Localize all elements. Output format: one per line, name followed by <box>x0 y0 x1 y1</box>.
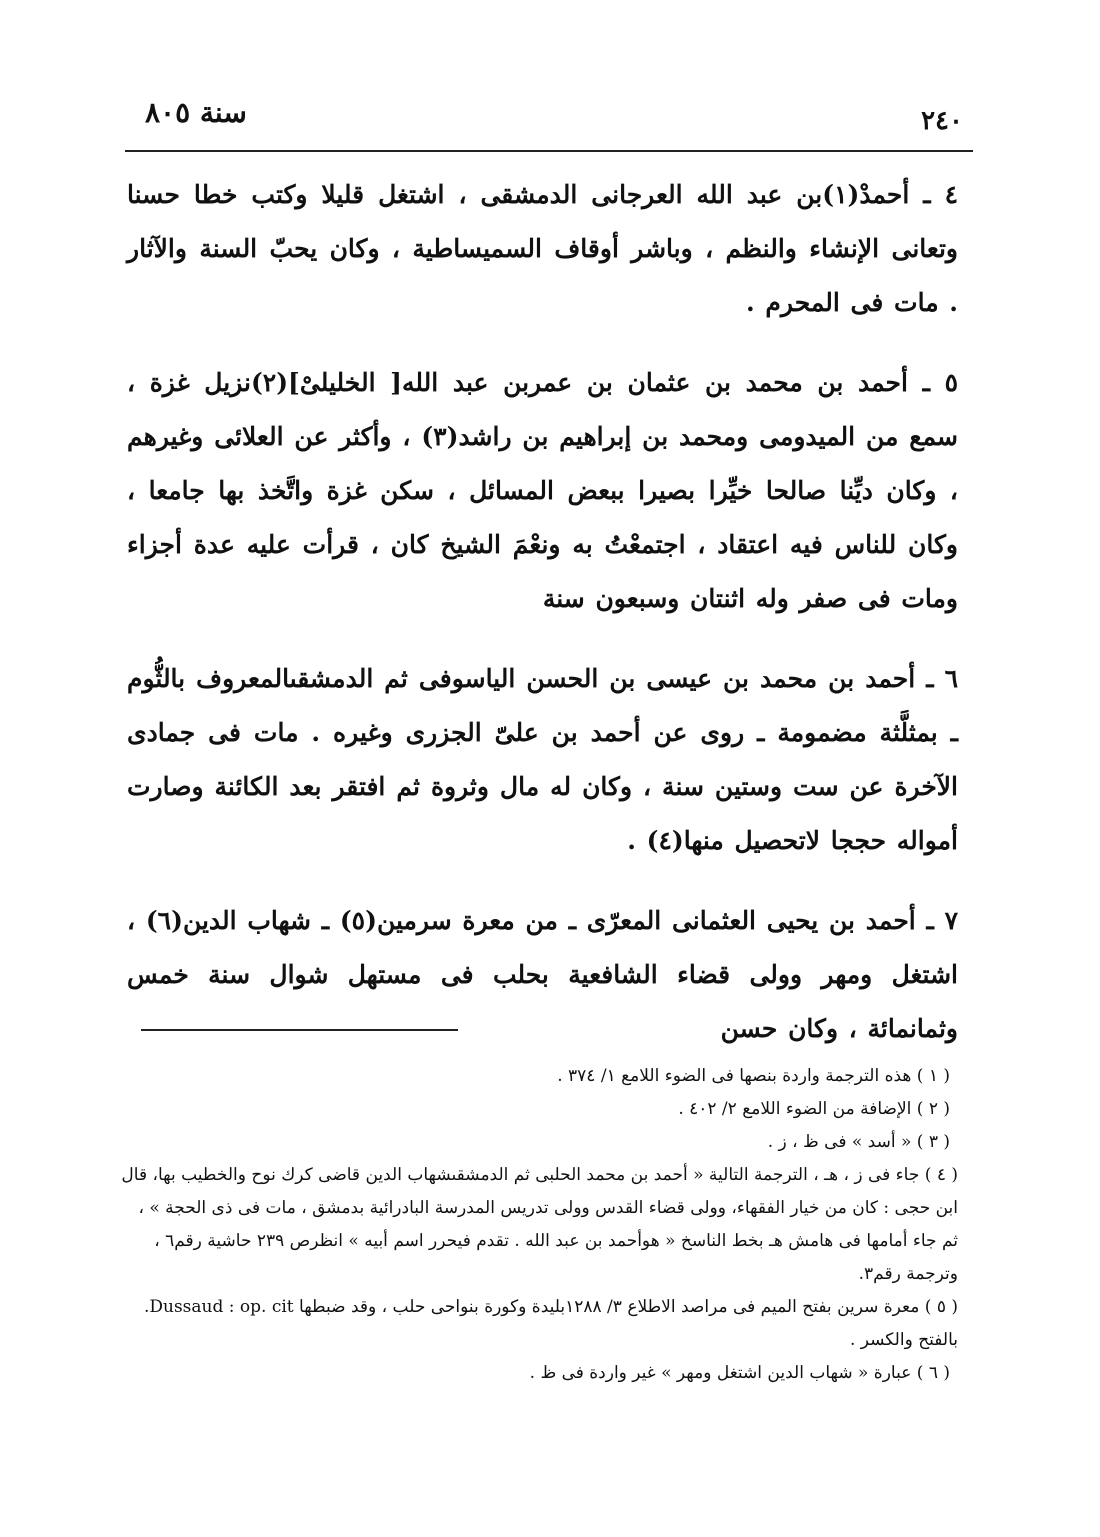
page-header <box>125 92 973 148</box>
footnote-1: ( ١ ) هذه الترجمة واردة بنصها فى الضوء اللامع ١/ ٣٧٤ . <box>557 1066 950 1086</box>
year-heading: سنة ٨٠٥ <box>145 96 247 129</box>
footnote-2: ( ٢ ) الإضافة من الضوء اللامع ٢/ ٤٠٢ . <box>678 1099 950 1119</box>
biography-entry-4: ٤ ـ أحمدْ(١)بن عبد الله العرجانى الدمشقى ، اشتغل قليلا وكتب خطا حسنا وتعانى الإنشاء والنظم ، وباشر أوقاف السميساطية ، وكان يحبّ السنة والآثار . مات فى المحرم . <box>127 180 958 317</box>
biography-entry-5: ٥ ـ أحمد بن محمد بن عثمان بن عمربن عبد الله[ الخليلىْ](٢)نزيل غزة ، سمع من الميدومى ومحمد بن إبراهيم بن راشد(٣) ، وأكثر عن العلائى وغيرهم ، وكان ديِّنا صالحا خيِّرا بصيرا ببعض المسائل ، سكن غزة واتَّخذ بها جامعا ، وكان للناس فيه اعتقاد ، اجتمعْتُ به ونعْمَ الشيخ كان ، قرأت عليه عدة أجزاء ومات فى صفر وله اثنتان وسبعون سنة <box>127 368 958 613</box>
biography-entry-6: ٦ ـ أحمد بن محمد بن عيسى بن الحسن الياسوفى ثم الدمشقىالمعروف بالثُّوم ـ بمثلَّثة مضمومة ـ روى عن أحمد بن علىّ الجزرى وغيره . مات فى جمادى الآخرة عن ست وستين سنة ، وكان له مال وثروة ثم افتقر بعد الكائنة وصارت أمواله حججا لاتحصيل منها(٤) . <box>127 664 958 855</box>
page-number: ٢٤٠ <box>921 106 963 136</box>
footnote-4: ( ٤ ) جاء فى ز ، هـ ، الترجمة التالية « أحمد بن محمد الحلبى ثم الدمشقىشهاب الدين قاضى كرك نوح والخطيب بها، قال ابن حجى : كان من خيار الفقهاء، وولى قضاء القدس وولى تدريس المدرسة البادرائية بدمشق ، مات فى ذى الحجة » ، ثم جاء أمامها فى هامش هـ بخط الناسخ « هوأحمد بن عبد الله . تقدم فيحرر اسم أبيه » انظرص ٢٣٩ حاشية رقم٦ ، وترجمة رقم٣. <box>121 1165 958 1284</box>
footnote-3: ( ٣ ) « أسد » فى ظ ، ز . <box>767 1132 950 1152</box>
header-rule <box>125 150 973 152</box>
footnotes <box>118 1060 958 1390</box>
footnote-6: ( ٦ ) عبارة « شهاب الدين اشتغل ومهر » غير واردة فى ظ . <box>529 1363 950 1383</box>
footnote-5: ( ٥ ) معرة سرين بفتح الميم فى مراصد الاطلاع ٣/ ١٢٨٨بليدة وكورة بنواحى حلب ، وقد ضبطها Dussaud : op. cit. بالفتح والكسر . <box>143 1297 958 1350</box>
biography-entry-7: ٧ ـ أحمد بن يحيى العثمانى المعرّى ـ من معرة سرمين(٥) ـ شهاب الدين(٦) ، اشتغل ومهر وولى قضاء الشافعية بحلب فى مستهل شوال سنة خمس وثمانمائة ، وكان حسن <box>127 906 959 1043</box>
main-text <box>127 168 958 1082</box>
footnote-rule <box>141 1029 458 1031</box>
